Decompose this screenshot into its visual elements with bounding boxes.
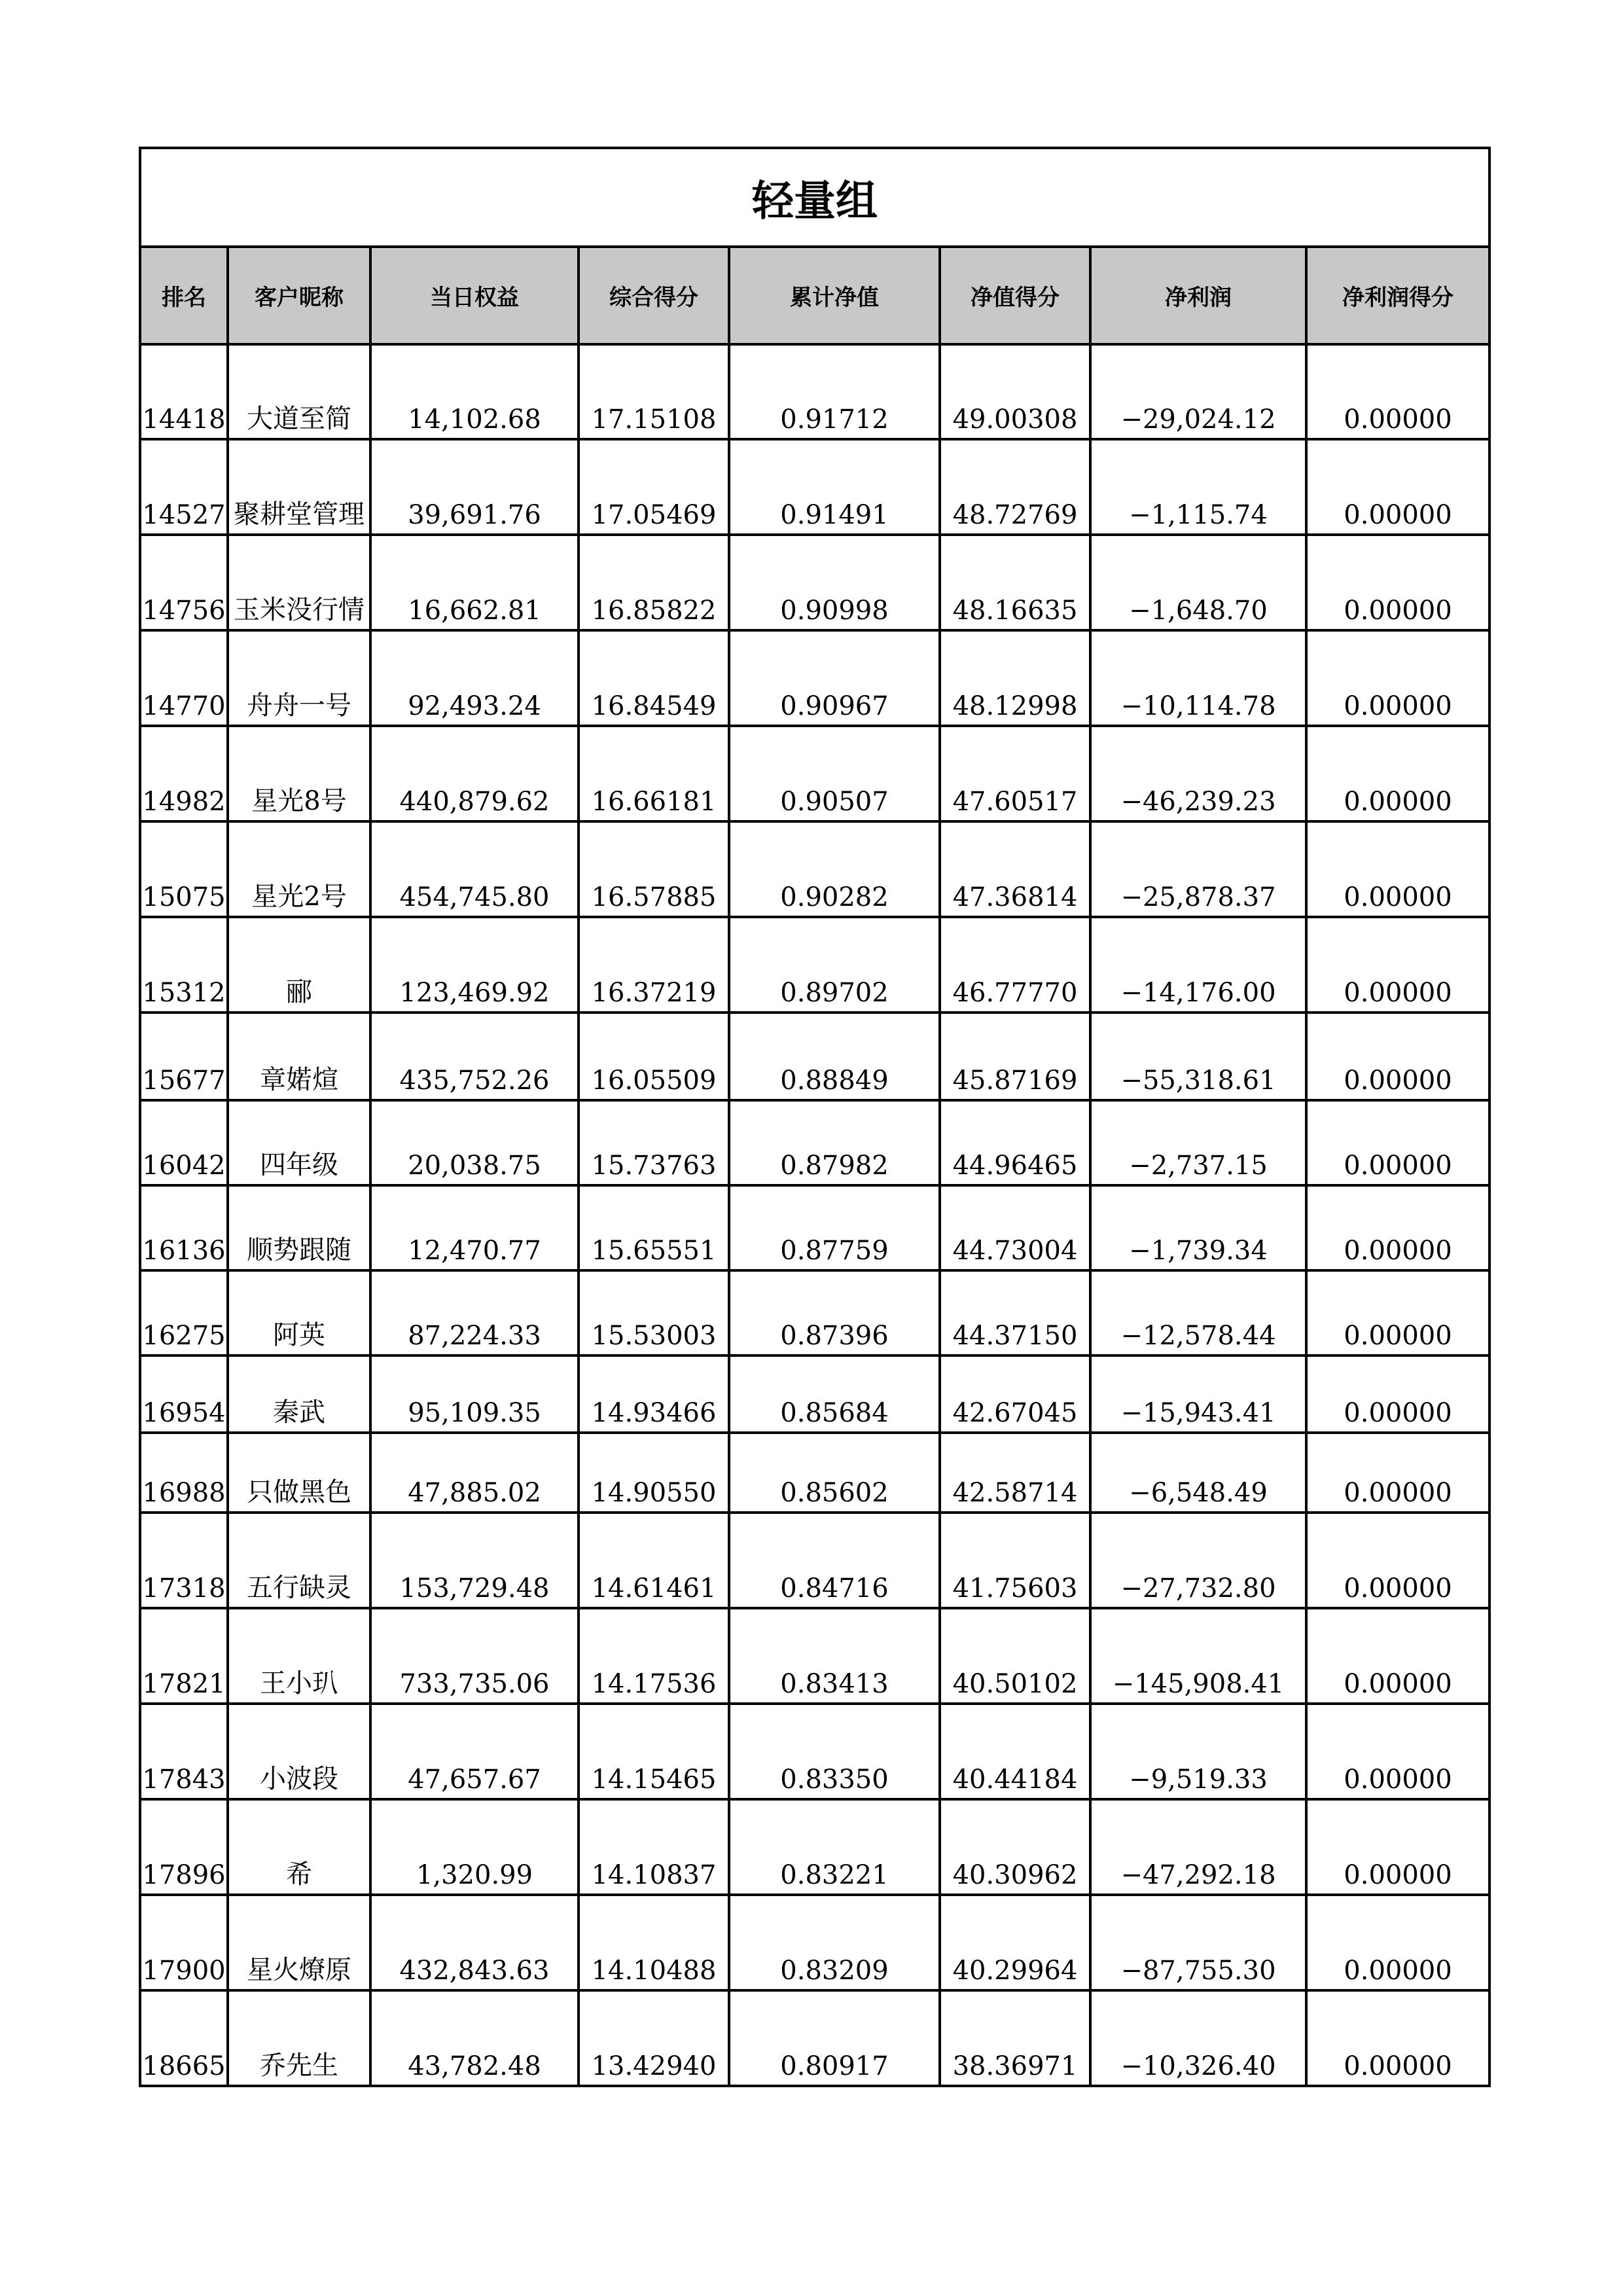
cumulative-nav-cell: 0.90282 <box>729 821 940 917</box>
rank-cell: 17318 <box>140 1513 228 1608</box>
column-header-equity: 当日权益 <box>370 247 579 344</box>
net-profit-score-cell: 0.00000 <box>1306 535 1489 630</box>
nickname-cell: 希 <box>228 1799 370 1895</box>
equity-cell: 432,843.63 <box>370 1895 579 1990</box>
nav-score-cell: 44.37150 <box>940 1270 1090 1355</box>
equity-cell: 435,752.26 <box>370 1013 579 1100</box>
table-row <box>140 1704 1489 1799</box>
table-row <box>140 1799 1489 1895</box>
table-row <box>140 1513 1489 1608</box>
net-profit-score-cell: 0.00000 <box>1306 917 1489 1013</box>
net-profit-cell: −9,519.33 <box>1090 1704 1306 1799</box>
rank-cell: 14418 <box>140 344 228 439</box>
nav-score-cell: 40.30962 <box>940 1799 1090 1895</box>
rank-cell: 14756 <box>140 535 228 630</box>
equity-cell: 47,657.67 <box>370 1704 579 1799</box>
equity-cell: 87,224.33 <box>370 1270 579 1355</box>
nickname-cell: 章婼煊 <box>228 1013 370 1100</box>
table-row <box>140 1100 1489 1185</box>
equity-cell: 95,109.35 <box>370 1355 579 1433</box>
header-row <box>140 247 1489 344</box>
net-profit-cell: −27,732.80 <box>1090 1513 1306 1608</box>
total-score-cell: 14.90550 <box>579 1433 729 1513</box>
net-profit-score-cell: 0.00000 <box>1306 439 1489 535</box>
cumulative-nav-cell: 0.90967 <box>729 630 940 726</box>
net-profit-score-cell: 0.00000 <box>1306 726 1489 821</box>
equity-cell: 733,735.06 <box>370 1608 579 1704</box>
table-row <box>140 344 1489 439</box>
table-row <box>140 1013 1489 1100</box>
table-row <box>140 535 1489 630</box>
cumulative-nav-cell: 0.83413 <box>729 1608 940 1704</box>
nickname-cell: 大道至简 <box>228 344 370 439</box>
equity-cell: 14,102.68 <box>370 344 579 439</box>
total-score-cell: 14.10837 <box>579 1799 729 1895</box>
equity-cell: 454,745.80 <box>370 821 579 917</box>
net-profit-cell: −15,943.41 <box>1090 1355 1306 1433</box>
nav-score-cell: 42.58714 <box>940 1433 1090 1513</box>
cumulative-nav-cell: 0.80917 <box>729 1990 940 2086</box>
table-row <box>140 1608 1489 1704</box>
net-profit-score-cell: 0.00000 <box>1306 1270 1489 1355</box>
nickname-cell: 王小玐 <box>228 1608 370 1704</box>
cumulative-nav-cell: 0.87396 <box>729 1270 940 1355</box>
table-row <box>140 821 1489 917</box>
rank-cell: 16988 <box>140 1433 228 1513</box>
table-row <box>140 1185 1489 1270</box>
net-profit-cell: −12,578.44 <box>1090 1270 1306 1355</box>
column-header-net-profit: 净利润 <box>1090 247 1306 344</box>
net-profit-cell: −10,326.40 <box>1090 1990 1306 2086</box>
equity-cell: 39,691.76 <box>370 439 579 535</box>
nickname-cell: 星火燎原 <box>228 1895 370 1990</box>
net-profit-cell: −10,114.78 <box>1090 630 1306 726</box>
table-row <box>140 439 1489 535</box>
title-row <box>140 148 1489 247</box>
total-score-cell: 13.42940 <box>579 1990 729 2086</box>
total-score-cell: 15.53003 <box>579 1270 729 1355</box>
rank-cell: 17843 <box>140 1704 228 1799</box>
nav-score-cell: 40.44184 <box>940 1704 1090 1799</box>
cumulative-nav-cell: 0.85684 <box>729 1355 940 1433</box>
nav-score-cell: 47.36814 <box>940 821 1090 917</box>
nickname-cell: 星光8号 <box>228 726 370 821</box>
total-score-cell: 16.37219 <box>579 917 729 1013</box>
net-profit-cell: −46,239.23 <box>1090 726 1306 821</box>
table-row <box>140 726 1489 821</box>
nickname-cell: 顺势跟随 <box>228 1185 370 1270</box>
total-score-cell: 15.73763 <box>579 1100 729 1185</box>
net-profit-score-cell: 0.00000 <box>1306 1185 1489 1270</box>
nav-score-cell: 45.87169 <box>940 1013 1090 1100</box>
nav-score-cell: 40.50102 <box>940 1608 1090 1704</box>
table-row <box>140 1990 1489 2086</box>
rank-cell: 14982 <box>140 726 228 821</box>
rank-cell: 15075 <box>140 821 228 917</box>
nav-score-cell: 38.36971 <box>940 1990 1090 2086</box>
rank-cell: 17896 <box>140 1799 228 1895</box>
total-score-cell: 14.61461 <box>579 1513 729 1608</box>
nickname-cell: 秦武 <box>228 1355 370 1433</box>
net-profit-score-cell: 0.00000 <box>1306 1013 1489 1100</box>
nickname-cell: 乔先生 <box>228 1990 370 2086</box>
nickname-cell: 只做黑色 <box>228 1433 370 1513</box>
nav-score-cell: 48.72769 <box>940 439 1090 535</box>
equity-cell: 92,493.24 <box>370 630 579 726</box>
equity-cell: 43,782.48 <box>370 1990 579 2086</box>
net-profit-cell: −55,318.61 <box>1090 1013 1306 1100</box>
rank-cell: 16042 <box>140 1100 228 1185</box>
ranking-table <box>139 147 1491 2087</box>
net-profit-cell: −1,115.74 <box>1090 439 1306 535</box>
equity-cell: 20,038.75 <box>370 1100 579 1185</box>
nickname-cell: 舟舟一号 <box>228 630 370 726</box>
rank-cell: 18665 <box>140 1990 228 2086</box>
nickname-cell: 玉米没行情 <box>228 535 370 630</box>
nickname-cell: 四年级 <box>228 1100 370 1185</box>
cumulative-nav-cell: 0.88849 <box>729 1013 940 1100</box>
rank-cell: 16136 <box>140 1185 228 1270</box>
nav-score-cell: 44.73004 <box>940 1185 1090 1270</box>
nav-score-cell: 41.75603 <box>940 1513 1090 1608</box>
cumulative-nav-cell: 0.87982 <box>729 1100 940 1185</box>
total-score-cell: 17.15108 <box>579 344 729 439</box>
net-profit-score-cell: 0.00000 <box>1306 1100 1489 1185</box>
net-profit-cell: −1,739.34 <box>1090 1185 1306 1270</box>
net-profit-cell: −29,024.12 <box>1090 344 1306 439</box>
net-profit-score-cell: 0.00000 <box>1306 1895 1489 1990</box>
column-header-total-score: 综合得分 <box>579 247 729 344</box>
total-score-cell: 16.57885 <box>579 821 729 917</box>
cumulative-nav-cell: 0.90507 <box>729 726 940 821</box>
total-score-cell: 14.93466 <box>579 1355 729 1433</box>
nickname-cell: 星光2号 <box>228 821 370 917</box>
table-title: 轻量组 <box>140 148 1489 247</box>
cumulative-nav-cell: 0.89702 <box>729 917 940 1013</box>
net-profit-cell: −2,737.15 <box>1090 1100 1306 1185</box>
cumulative-nav-cell: 0.90998 <box>729 535 940 630</box>
nickname-cell: 小波段 <box>228 1704 370 1799</box>
nav-score-cell: 44.96465 <box>940 1100 1090 1185</box>
net-profit-cell: −14,176.00 <box>1090 917 1306 1013</box>
rank-cell: 17821 <box>140 1608 228 1704</box>
total-score-cell: 16.05509 <box>579 1013 729 1100</box>
rank-cell: 16275 <box>140 1270 228 1355</box>
total-score-cell: 16.84549 <box>579 630 729 726</box>
net-profit-score-cell: 0.00000 <box>1306 344 1489 439</box>
rank-cell: 15312 <box>140 917 228 1013</box>
cumulative-nav-cell: 0.83350 <box>729 1704 940 1799</box>
column-header-nickname: 客户昵称 <box>228 247 370 344</box>
rank-cell: 14770 <box>140 630 228 726</box>
equity-cell: 1,320.99 <box>370 1799 579 1895</box>
nav-score-cell: 42.67045 <box>940 1355 1090 1433</box>
cumulative-nav-cell: 0.83209 <box>729 1895 940 1990</box>
column-header-cumulative-nav: 累计净值 <box>729 247 940 344</box>
net-profit-cell: −47,292.18 <box>1090 1799 1306 1895</box>
nickname-cell: 五行缺灵 <box>228 1513 370 1608</box>
nav-score-cell: 46.77770 <box>940 917 1090 1013</box>
equity-cell: 440,879.62 <box>370 726 579 821</box>
rank-cell: 17900 <box>140 1895 228 1990</box>
rank-cell: 14527 <box>140 439 228 535</box>
net-profit-cell: −145,908.41 <box>1090 1608 1306 1704</box>
net-profit-cell: −87,755.30 <box>1090 1895 1306 1990</box>
net-profit-cell: −6,548.49 <box>1090 1433 1306 1513</box>
nav-score-cell: 48.16635 <box>940 535 1090 630</box>
nickname-cell: 郦 <box>228 917 370 1013</box>
cumulative-nav-cell: 0.83221 <box>729 1799 940 1895</box>
equity-cell: 12,470.77 <box>370 1185 579 1270</box>
total-score-cell: 16.85822 <box>579 535 729 630</box>
total-score-cell: 14.15465 <box>579 1704 729 1799</box>
net-profit-score-cell: 0.00000 <box>1306 1799 1489 1895</box>
cumulative-nav-cell: 0.85602 <box>729 1433 940 1513</box>
total-score-cell: 15.65551 <box>579 1185 729 1270</box>
rank-cell: 15677 <box>140 1013 228 1100</box>
net-profit-score-cell: 0.00000 <box>1306 1704 1489 1799</box>
equity-cell: 16,662.81 <box>370 535 579 630</box>
nickname-cell: 阿英 <box>228 1270 370 1355</box>
nav-score-cell: 47.60517 <box>940 726 1090 821</box>
net-profit-cell: −25,878.37 <box>1090 821 1306 917</box>
rank-cell: 16954 <box>140 1355 228 1433</box>
cumulative-nav-cell: 0.87759 <box>729 1185 940 1270</box>
total-score-cell: 16.66181 <box>579 726 729 821</box>
net-profit-score-cell: 0.00000 <box>1306 1513 1489 1608</box>
table-row <box>140 917 1489 1013</box>
net-profit-score-cell: 0.00000 <box>1306 630 1489 726</box>
nav-score-cell: 48.12998 <box>940 630 1090 726</box>
total-score-cell: 17.05469 <box>579 439 729 535</box>
net-profit-score-cell: 0.00000 <box>1306 1990 1489 2086</box>
net-profit-score-cell: 0.00000 <box>1306 1608 1489 1704</box>
total-score-cell: 14.10488 <box>579 1895 729 1990</box>
cumulative-nav-cell: 0.91712 <box>729 344 940 439</box>
cumulative-nav-cell: 0.91491 <box>729 439 940 535</box>
equity-cell: 123,469.92 <box>370 917 579 1013</box>
table-row <box>140 630 1489 726</box>
total-score-cell: 14.17536 <box>579 1608 729 1704</box>
column-header-rank: 排名 <box>140 247 228 344</box>
net-profit-score-cell: 0.00000 <box>1306 821 1489 917</box>
column-header-net-profit-score: 净利润得分 <box>1306 247 1489 344</box>
table-row <box>140 1270 1489 1355</box>
table-row <box>140 1355 1489 1433</box>
nav-score-cell: 40.29964 <box>940 1895 1090 1990</box>
cumulative-nav-cell: 0.84716 <box>729 1513 940 1608</box>
equity-cell: 47,885.02 <box>370 1433 579 1513</box>
column-header-nav-score: 净值得分 <box>940 247 1090 344</box>
net-profit-score-cell: 0.00000 <box>1306 1355 1489 1433</box>
net-profit-cell: −1,648.70 <box>1090 535 1306 630</box>
table-row <box>140 1895 1489 1990</box>
equity-cell: 153,729.48 <box>370 1513 579 1608</box>
table-row <box>140 1433 1489 1513</box>
nickname-cell: 聚耕堂管理 <box>228 439 370 535</box>
net-profit-score-cell: 0.00000 <box>1306 1433 1489 1513</box>
nav-score-cell: 49.00308 <box>940 344 1090 439</box>
